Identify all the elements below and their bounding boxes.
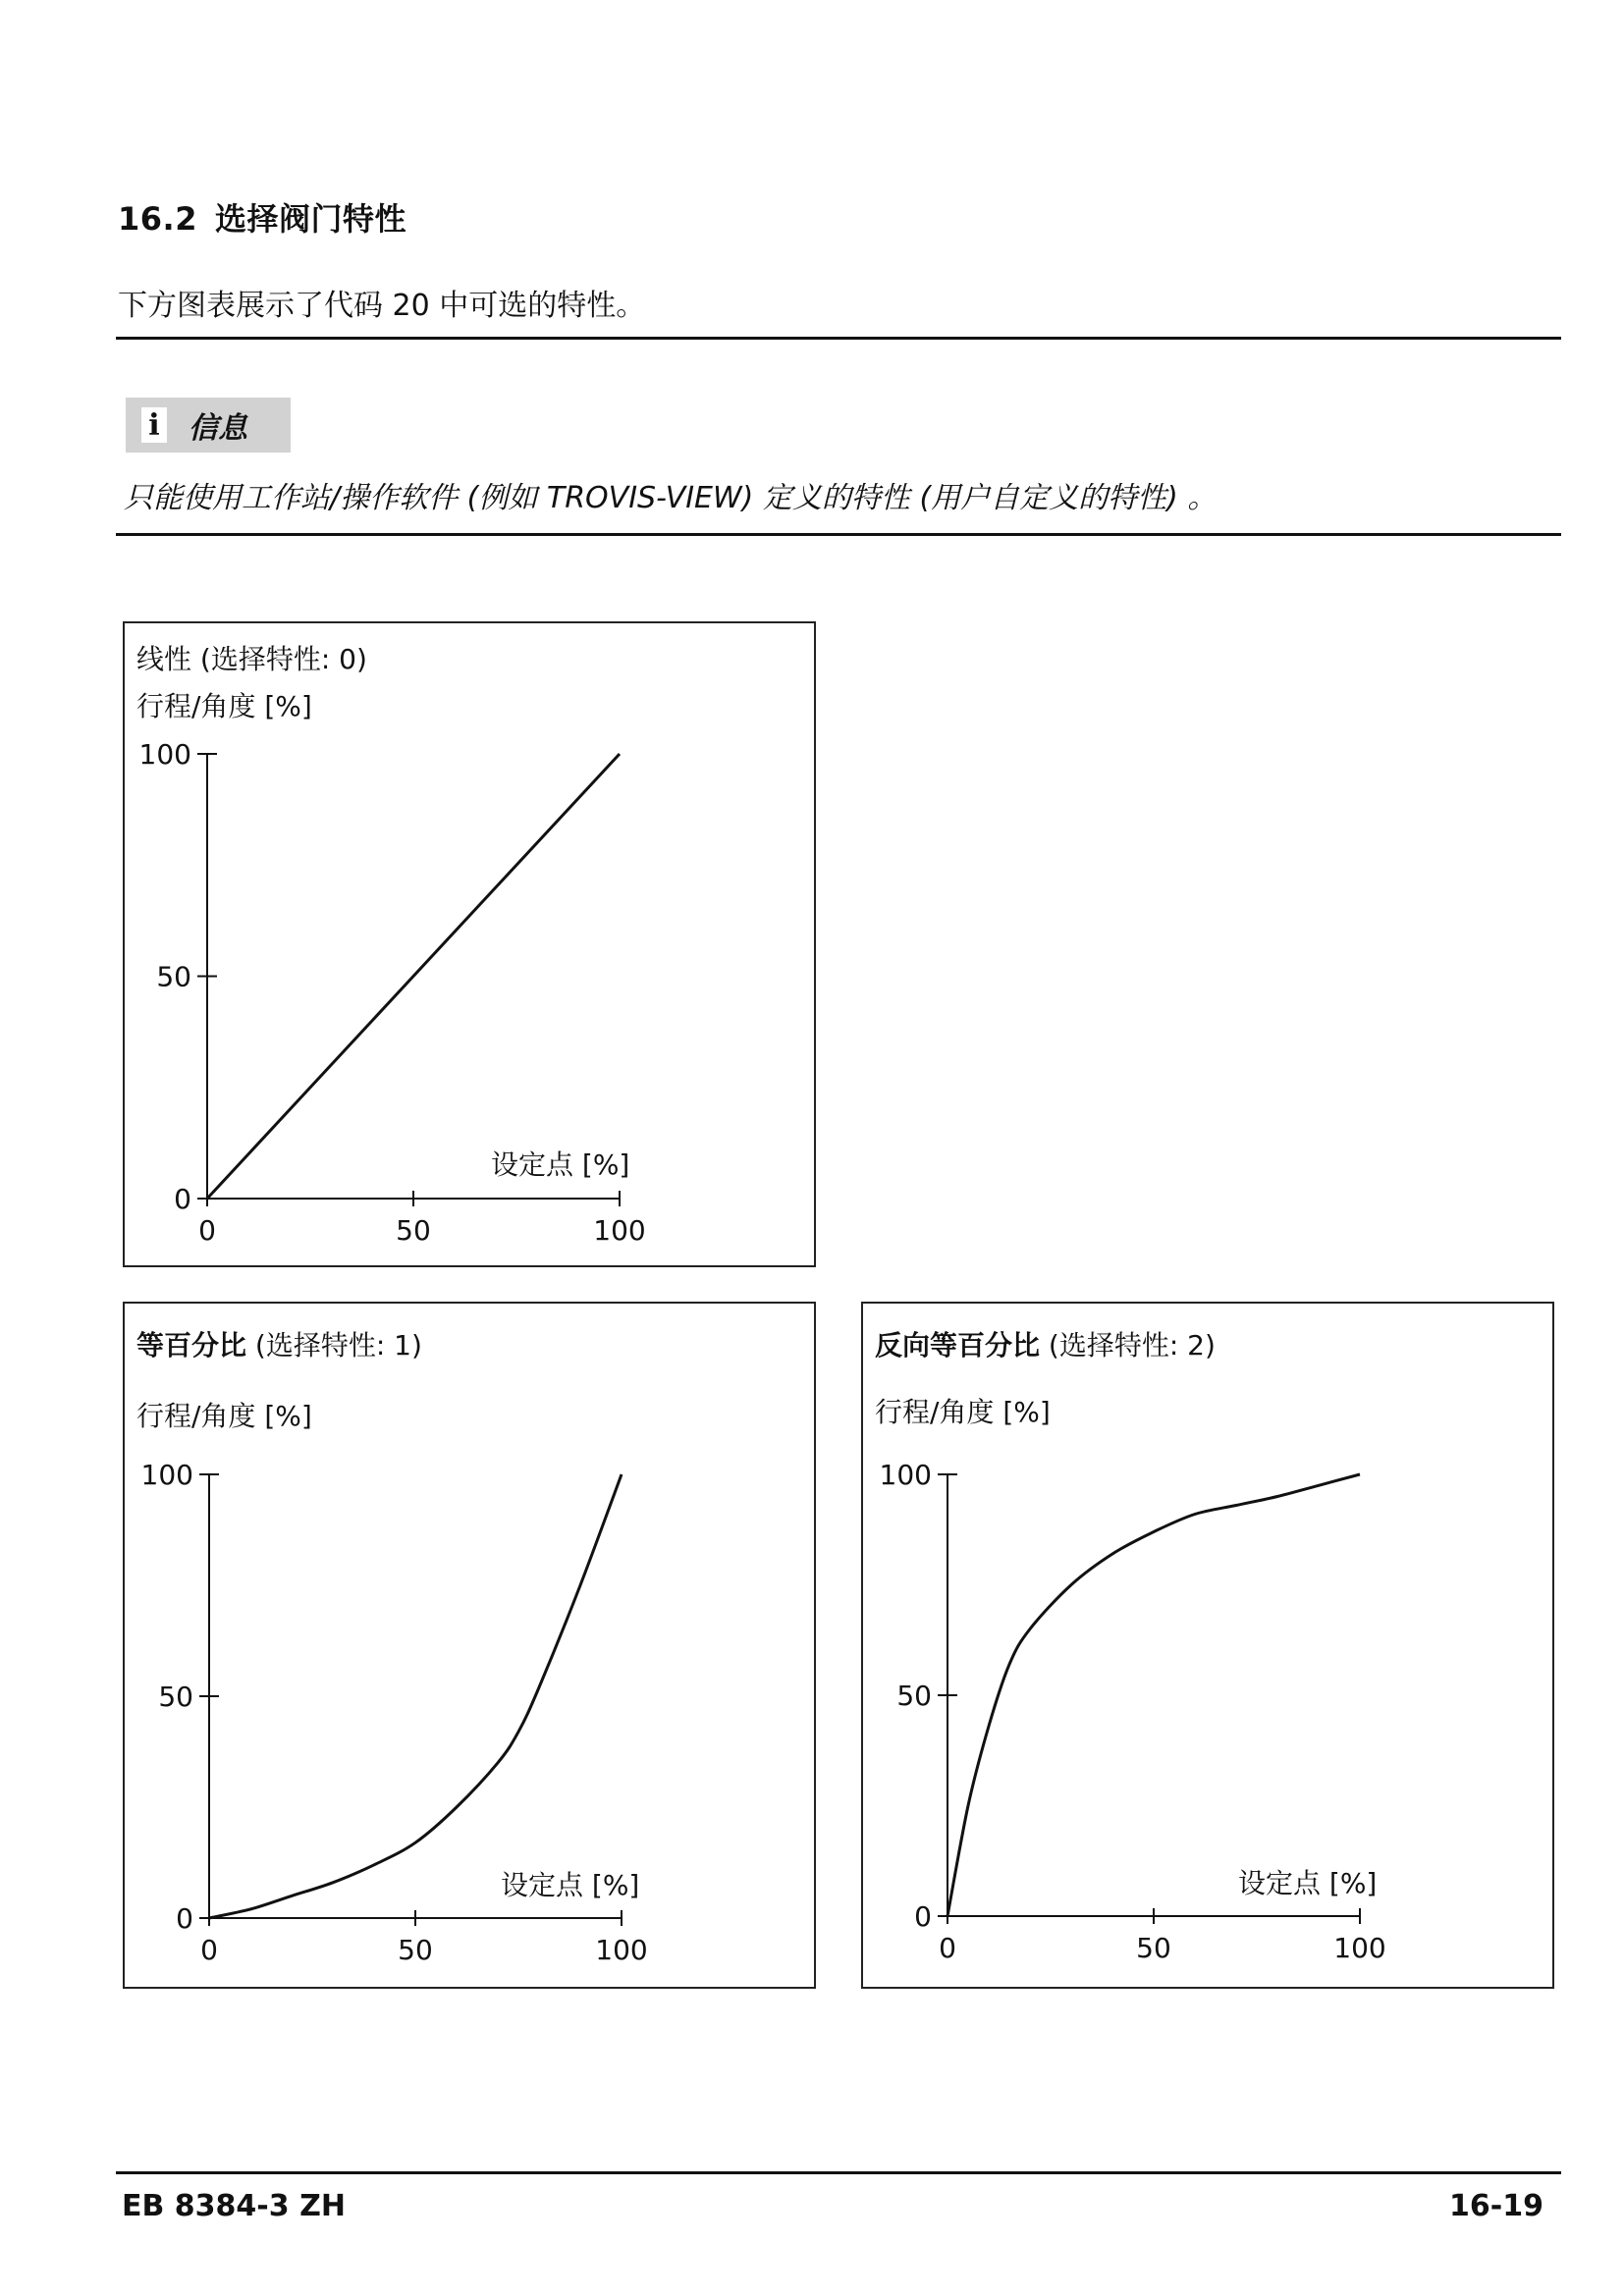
y-tick-label: 50 <box>896 1680 932 1712</box>
page-number: 16-19 <box>1449 2189 1543 2223</box>
x-tick-label: 50 <box>1136 1932 1171 1964</box>
x-axis-label: 设定点 [%] <box>1238 1867 1378 1899</box>
series-line <box>207 754 620 1199</box>
y-tick-label: 0 <box>174 1183 191 1215</box>
info-icon: i <box>141 407 167 443</box>
series-line <box>209 1474 622 1918</box>
x-axis-label: 设定点 [%] <box>491 1148 630 1181</box>
divider <box>116 533 1561 536</box>
section-heading <box>118 194 406 240</box>
x-tick-label: 100 <box>1333 1932 1386 1964</box>
y-tick-label: 100 <box>879 1459 932 1491</box>
x-tick-label: 50 <box>396 1214 431 1247</box>
chart-title: 等百分比 (选择特性: 1) <box>136 1329 422 1362</box>
chart-inverse-equal-percentage-svg <box>863 1304 1556 1991</box>
section-title: 选择阀门特性 <box>214 200 406 238</box>
chart-inverse-equal-percentage <box>861 1302 1554 1989</box>
info-label: 信息 <box>189 411 247 446</box>
series <box>947 1474 1360 1916</box>
x-tick-label: 0 <box>198 1214 216 1247</box>
footer-divider <box>116 2171 1561 2174</box>
y-axis-label: 行程/角度 [%] <box>875 1396 1051 1428</box>
info-text: 只能使用工作站/操作软件 (例如 TROVIS-VIEW) 定义的特性 (用户自定义的特性) 。 <box>124 481 1218 515</box>
y-tick-label: 50 <box>158 1681 193 1713</box>
y-tick-label: 100 <box>140 1459 193 1491</box>
series <box>207 754 620 1199</box>
x-tick-label: 0 <box>200 1934 218 1966</box>
y-axis-label: 行程/角度 [%] <box>136 1400 312 1432</box>
divider <box>116 337 1561 340</box>
doc-id: EB 8384-3 ZH <box>122 2189 346 2223</box>
y-tick-label: 50 <box>156 960 191 993</box>
chart-equal-percentage <box>123 1302 816 1989</box>
x-tick-label: 0 <box>939 1932 956 1964</box>
y-tick-label: 0 <box>914 1900 932 1933</box>
chart-linear-svg <box>125 623 818 1269</box>
x-tick-label: 100 <box>595 1934 648 1966</box>
y-axis-label: 行程/角度 [%] <box>136 690 312 722</box>
y-tick-label: 100 <box>138 738 191 771</box>
x-tick-label: 100 <box>593 1214 646 1247</box>
y-tick-label: 0 <box>176 1902 193 1935</box>
x-axis-label: 设定点 [%] <box>501 1869 640 1901</box>
x-tick-label: 50 <box>398 1934 433 1966</box>
info-badge <box>126 398 291 453</box>
chart-linear <box>123 621 816 1267</box>
chart-title: 反向等百分比 (选择特性: 2) <box>875 1329 1216 1362</box>
chart-title: 线性 (选择特性: 0) <box>136 643 367 675</box>
intro-text: 下方图表展示了代码 20 中可选的特性。 <box>118 289 646 323</box>
series-line <box>947 1474 1360 1916</box>
chart-equal-percentage-svg <box>125 1304 818 1991</box>
series <box>209 1474 622 1918</box>
section-number: 16.2 <box>118 200 197 238</box>
